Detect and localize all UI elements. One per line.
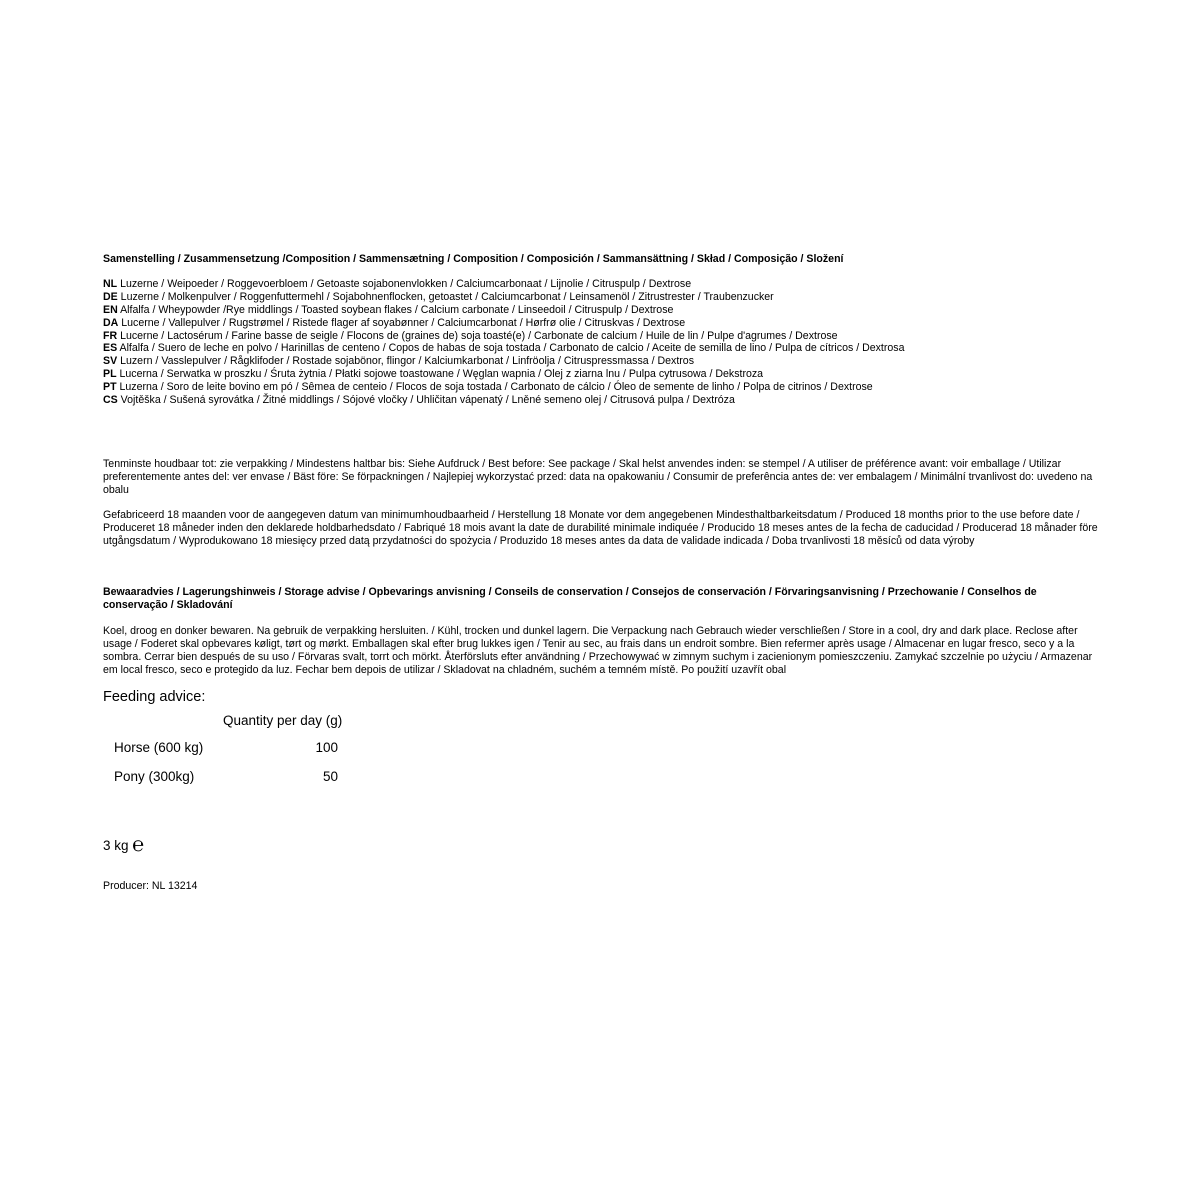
composition-line-en bbox=[103, 304, 1103, 317]
composition-line-da bbox=[103, 317, 1103, 330]
best-before-text: Tenminste houdbaar tot: zie verpakking / Mindestens haltbar bis: Siehe Aufdruck / Best before: See package / Skal helst anvendes inden: se stempel / A utiliser de préférence avant: voir emballage / Utilizar preferentemente antes del: ver envase / Bäst före: Se förpackningen / Najlepiej wykorzystać przed: data na opakowaniu / Consumir de preferência antes de: ver embalagem / Minimální trvanlivost do: uvedeno na obalu bbox=[103, 458, 1093, 496]
composition-heading: Samenstelling / Zusammensetzung /Composition / Sammensætning / Composition / Composición / Sammansättning / Skład / Composição / Složení bbox=[103, 253, 844, 265]
language-code: PL bbox=[103, 368, 117, 381]
composition-section bbox=[103, 253, 1103, 407]
feeding-row-value: 50 bbox=[322, 769, 338, 784]
language-code: PT bbox=[103, 381, 117, 394]
ingredient-text: Alfalfa / Suero de leche en polvo / Harinillas de centeno / Copos de habas de soja tostada / Carbonato de calcio / Aceite de semilla de lino / Pulpa de cítricos / Dextrosa bbox=[119, 342, 905, 355]
ingredient-text: Luzerne / Weipoeder / Roggevoerbloem / Getoaste sojabonenvlokken / Calciumcarbonaat / Lijnolie / Citruspulp / Dextrose bbox=[120, 277, 692, 290]
language-code: SV bbox=[103, 355, 118, 368]
language-code: ES bbox=[103, 342, 118, 355]
ingredient-text: Alfalfa / Wheypowder /Rye middlings / Toasted soybean flakes / Calcium carbonate / Linseedoil / Citruspulp / Dextrose bbox=[120, 303, 674, 316]
storage-heading: Bewaaradvies / Lagerungshinweis / Storage advise / Opbevarings anvisning / Conseils de conservation / Consejos de conservación / Förvaringsanvisning / Przechowanie / Conselhos de conservação / Skladování bbox=[103, 586, 1037, 611]
storage-text: Koel, droog en donker bewaren. Na gebruik de verpakking hersluiten. / Kühl, trocken und dunkel lagern. Die Verpackung nach Gebrauch wieder verschließen / Store in a cool, dry and dark place. Reclose after usage / Foderet skal opbevares køligt, tørt og mørkt. Emballagen skal efter brug lukkes igen / Tenir au sec, au frais dans un endroit sombre. Bien refermer après usage / Almacenar en lugar fresco, seco y a la sombra. Cerrar bien después de su uso / Förvaras svalt, torrt och mörkt. Återförsluts efter användning / Przechowywać w zimnym suchym i zacienionym pomieszczeniu. Zamykać szczelnie po użyciu / Armazenar em local fresco, seco e protegido da luz. Fechar bem depois de utilizar / Skladovat na chladném, suchém a temném místě. Po použití uzavřít obal bbox=[103, 624, 1093, 676]
language-code: DE bbox=[103, 290, 118, 303]
language-code: FR bbox=[103, 329, 118, 342]
feeding-row-label: Horse (600 kg) bbox=[114, 740, 204, 755]
ingredient-text: Lucerne / Lactosérum / Farine basse de seigle / Flocons de (graines de) soja toasté(e) / Carbonate de calcium / Huile de lin / Pulpe d'agrumes / Dextrose bbox=[120, 329, 838, 342]
ingredient-text: Luzerne / Molkenpulver / Roggenfuttermehl / Sojabohnenflocken, getoastet / Calciumcarbonat / Leinsamenöl / Zitrustrester / Traubenzucker bbox=[120, 290, 774, 303]
language-code: CS bbox=[103, 394, 118, 407]
composition-line-sv bbox=[103, 355, 1103, 368]
composition-line-pl bbox=[103, 368, 1103, 381]
estimated-sign-icon: ℮ bbox=[132, 832, 145, 856]
ingredient-text: Luzern / Vasslepulver / Rågklifoder / Rostade sojabönor, flingor / Kalciumkarbonat / Linfröolja / Citruspressmassa / Dextros bbox=[120, 355, 694, 368]
ingredient-text: Vojtěška / Sušená syrovátka / Žitné middlings / Sójové vločky / Uhličitan vápenatý / Lněné semeno olej / Citrusová pulpa / Dextróza bbox=[120, 394, 735, 407]
feeding-row-value: 100 bbox=[315, 740, 338, 755]
quantity-column-header: Quantity per day (g) bbox=[223, 713, 343, 728]
language-code: DA bbox=[103, 316, 119, 329]
language-code: EN bbox=[103, 303, 118, 316]
ingredient-text: Luzerna / Soro de leite bovino em pó / Sêmea de centeio / Flocos de soja tostada / Carbonato de cálcio / Óleo de semente de linho / Polpa de citrinos / Dextrose bbox=[119, 381, 873, 394]
ingredient-text: Lucerna / Serwatka w proszku / Śruta żytnia / Płatki sojowe toastowane / Węglan wapnia / Olej z ziarna lnu / Pulpa cytrusowa / Dekstroza bbox=[119, 368, 764, 381]
net-weight-value: 3 kg bbox=[103, 838, 129, 853]
composition-line-pt bbox=[103, 381, 1103, 394]
net-weight bbox=[103, 832, 144, 857]
composition-list bbox=[103, 278, 1103, 407]
production-text: Gefabriceerd 18 maanden voor de aangegeven datum van minimumhoudbaarheid / Herstellung 18 Monate vor dem angegebenen Mindesthaltbarkeitsdatum / Produced 18 months prior to the use before date / Produceret 18 måneder inden den deklarede holdbarhedsdato / Fabriqué 18 mois avant la date de durabilité minimale indiquée / Producido 18 meses antes de la fecha de caducidad / Producerad 18 månader före utgångsdatum / Wyprodukowano 18 miesięcy przed datą przydatności do spożycia / Produzido 18 meses antes da data de validade indicada / Doba trvanlivosti 18 měsíců od data výroby bbox=[103, 509, 1098, 547]
producer-code: Producer: NL 13214 bbox=[103, 880, 198, 892]
composition-line-cs bbox=[103, 394, 1103, 407]
feeding-table bbox=[103, 713, 403, 793]
feeding-row-label: Pony (300kg) bbox=[114, 769, 195, 784]
feeding-title: Feeding advice: bbox=[103, 689, 206, 705]
storage-section bbox=[103, 586, 1103, 676]
composition-line-nl bbox=[103, 278, 1103, 291]
ingredient-text: Lucerne / Vallepulver / Rugstrømel / Ristede flager af soyabønner / Calciumcarbonat / Hørfrø olie / Citruskvas / Dextrose bbox=[121, 316, 686, 329]
composition-line-es bbox=[103, 342, 1103, 355]
composition-line-de bbox=[103, 291, 1103, 304]
composition-line-fr bbox=[103, 330, 1103, 343]
language-code: NL bbox=[103, 277, 118, 290]
